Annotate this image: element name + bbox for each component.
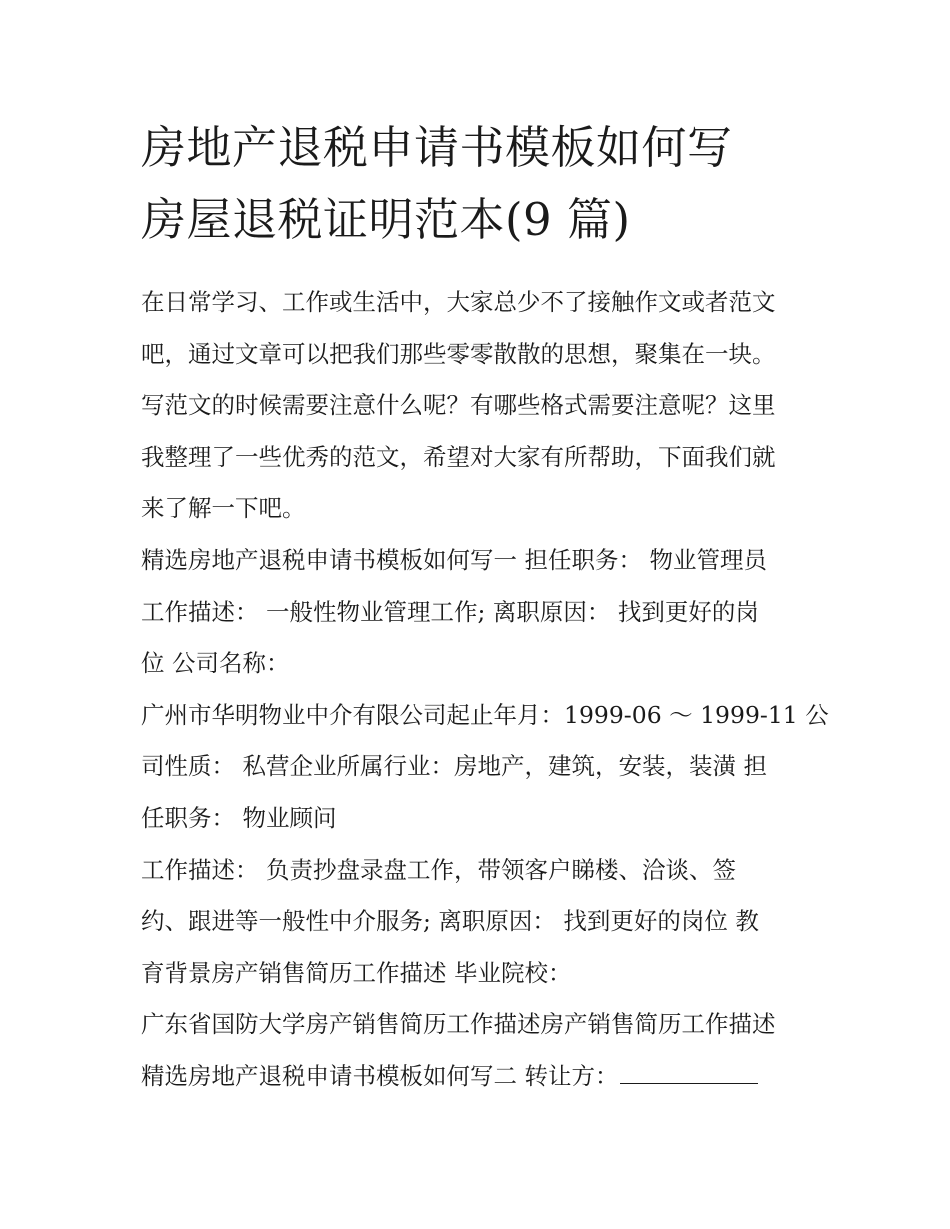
body-line-16: [141, 1051, 831, 1103]
document-title: [141, 112, 821, 256]
body-line-9: 广州市华明物业中介有限公司起止年月：1999-06 ～ 1999-11 公: [141, 700, 829, 729]
body-line-10: 司性质： 私营企业所属行业：房地产，建筑，安装，装潢 担: [141, 752, 767, 781]
title-line-1: 房地产退税申请书模板如何写: [141, 121, 733, 174]
body-line-7: 工作描述： 一般性物业管理工作; 离职原因： 找到更好的岗: [141, 597, 759, 626]
body-line-8: 位 公司名称：: [141, 649, 290, 678]
body-line-1: 在日常学习、工作或生活中，大家总少不了接触作文或者范文: [141, 288, 776, 316]
body-line-2: 吧，通过文章可以把我们那些零零散散的思想，聚集在一块。: [141, 339, 776, 368]
body-line-12: 工作描述： 负责抄盘录盘工作，带领客户睇楼、洽谈、签: [141, 855, 736, 884]
body-line-14: 育背景房产销售简历工作描述 毕业院校：: [141, 958, 572, 987]
body-line-4: 我整理了一些优秀的范文，希望对大家有所帮助，下面我们就: [141, 442, 776, 471]
document-body: [141, 277, 831, 1103]
title-line-2: 房屋退税证明范本(9 篇): [141, 193, 631, 246]
body-line-3: 写范文的时候需要注意什么呢？有哪些格式需要注意呢？这里: [141, 391, 776, 420]
fill-in-blank-underline: [620, 1059, 758, 1084]
body-line-11: 任职务： 物业顾问: [141, 803, 337, 832]
body-line-15: 广东省国防大学房产销售简历工作描述房产销售简历工作描述: [141, 1010, 776, 1039]
body-line-5: 来了解一下吧。: [141, 494, 306, 523]
body-line-13: 约、跟进等一般性中介服务; 离职原因： 找到更好的岗位 教: [141, 907, 759, 936]
body-line-16-text: 精选房地产退税申请书模板如何写二 转让方：: [141, 1061, 619, 1090]
body-line-6: 精选房地产退税申请书模板如何写一 担任职务： 物业管理员: [141, 545, 767, 574]
